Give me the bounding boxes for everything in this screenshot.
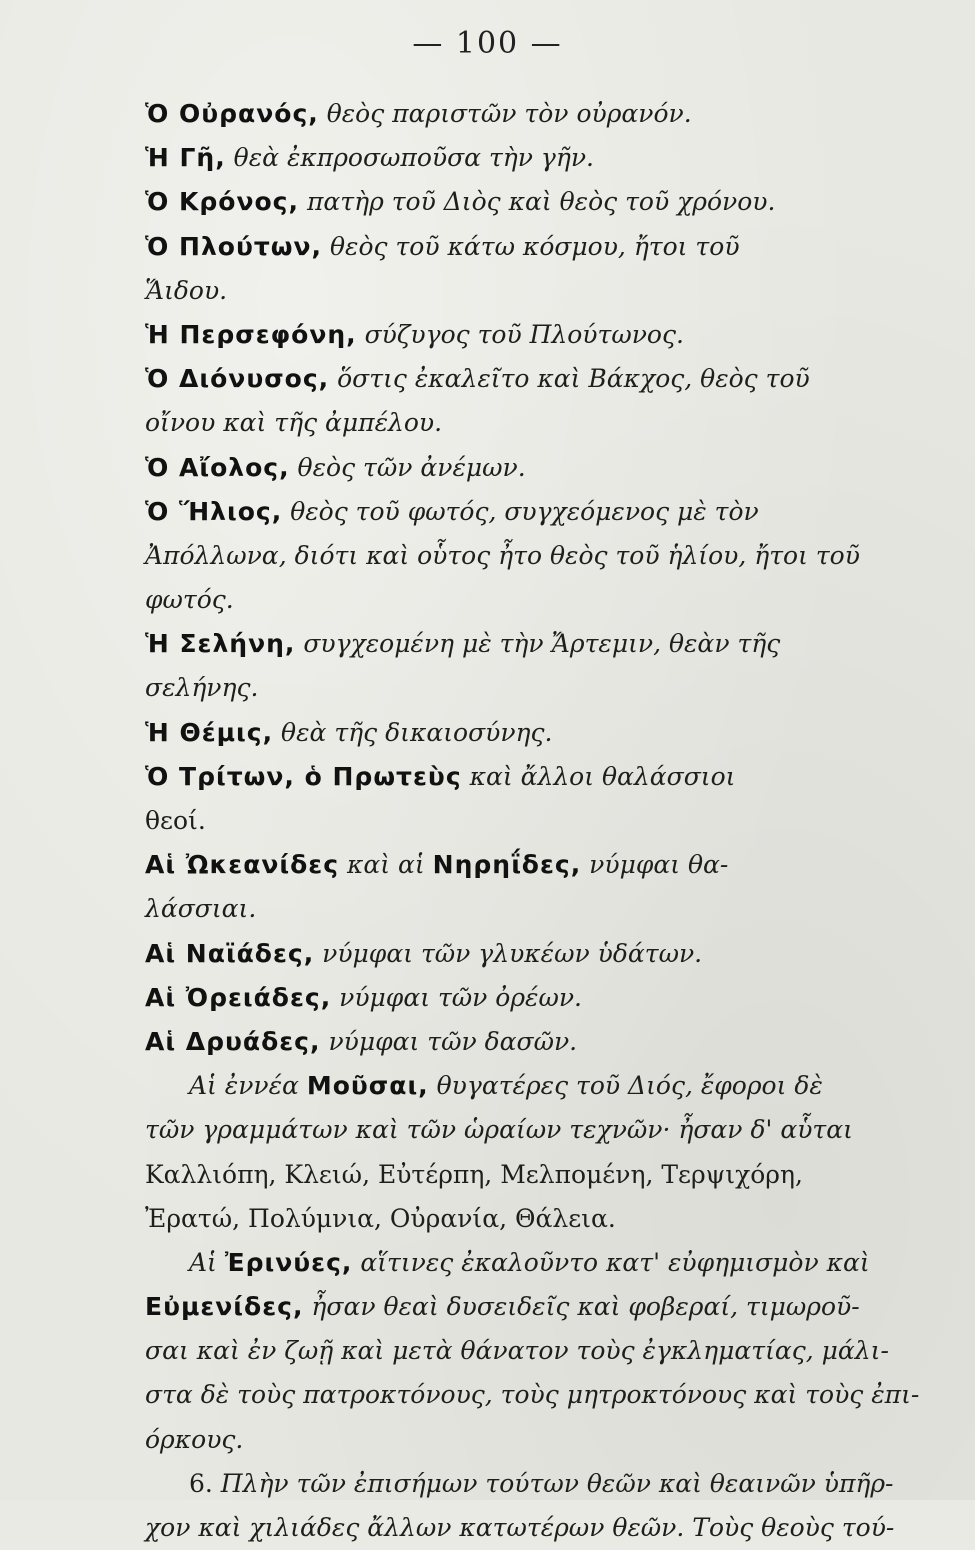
- text-line: [145, 1373, 920, 1417]
- text-line: [145, 799, 905, 843]
- deity-name: Ἐρινύες,: [224, 1247, 353, 1277]
- page-number: — 100 —: [412, 26, 563, 61]
- deity-name: Νηρηΐδες,: [432, 850, 582, 880]
- text-line: [145, 180, 905, 224]
- deity-description: θεὸς τοῦ φωτός, συγχεόμενος μὲ τὸν: [282, 496, 759, 526]
- deity-description: νύμφαι τῶν γλυκέων ὑδάτων.: [314, 938, 703, 968]
- deity-description: θεὸς τῶν ἀνέμων.: [289, 452, 526, 482]
- deity-name: Ὁ Διόνυσος,: [145, 364, 330, 394]
- text-line: [145, 92, 905, 136]
- section-number: 6.: [189, 1468, 213, 1498]
- text-line: [145, 755, 905, 799]
- deity-name: Ἡ Γῆ,: [145, 143, 226, 173]
- text-line: [145, 534, 905, 578]
- text-line: [145, 578, 905, 622]
- text-line: [145, 843, 905, 887]
- text-line: [145, 1506, 905, 1550]
- deity-description: θεὰ τῆς δικαιοσύνης.: [273, 717, 553, 747]
- deity-name: Αἱ Ναϊάδες,: [145, 938, 315, 968]
- text-line: [145, 1197, 905, 1241]
- deity-description: νύμφαι τῶν δασῶν.: [320, 1026, 578, 1056]
- deity-name: Ἡ Περσεφόνη,: [145, 319, 357, 349]
- deity-description: καὶ ἄλλοι θαλάσσιοι: [461, 761, 736, 791]
- paragraph-text: στα δὲ τοὺς πατροκτόνους, τοὺς μητροκτόνους καὶ τοὺς ἐπι-: [145, 1380, 920, 1410]
- deity-name: Ὁ Ἥλιος,: [145, 496, 283, 526]
- text-line: [145, 976, 905, 1020]
- text-line: [145, 446, 905, 490]
- text-line: [145, 313, 905, 357]
- text-line: [145, 401, 905, 445]
- deity-name: Ὁ Πλούτων,: [145, 231, 323, 261]
- text-line: [145, 1462, 905, 1506]
- muse-names: Καλλιόπη, Κλειώ, Εὐτέρπη, Μελπομένη, Τερψιχόρη,: [145, 1159, 803, 1189]
- deity-description: θεὰ ἐκπροσωποῦσα τὴν γῆν.: [225, 143, 594, 173]
- text-line: [145, 666, 905, 710]
- continuation-text: θεοί.: [145, 806, 206, 835]
- deity-description: σύζυγος τοῦ Πλούτωνος.: [356, 319, 684, 349]
- paragraph-text: Αἱ: [189, 1247, 225, 1277]
- deity-name: Ὁ Τρίτων, ὁ Πρωτεὺς: [145, 761, 462, 791]
- text-line: [145, 1108, 905, 1152]
- paragraph-text: Αἱ ἐννέα: [189, 1071, 307, 1101]
- text-line: [145, 1241, 905, 1285]
- text-line: [145, 1153, 905, 1197]
- continuation-text: Ἅιδου.: [145, 275, 228, 305]
- deity-name: Μοῦσαι,: [306, 1071, 429, 1101]
- page-body: [145, 92, 920, 1550]
- continuation-text: Ἀπόλλωνα, διότι καὶ οὗτος ἦτο θεὸς τοῦ ἡλίου, ἤτοι τοῦ: [145, 540, 860, 570]
- deity-name: Αἱ Ὠκεανίδες: [145, 850, 340, 880]
- paragraph-text: ἦσαν θεαὶ δυσειδεῖς καὶ φοβεραί, τιμωροῦ-: [303, 1292, 860, 1322]
- deity-description: νύμφαι τῶν ὀρέων.: [331, 982, 582, 1012]
- deity-description: ὅστις ἐκαλεῖτο καὶ Βάκχος, θεὸς τοῦ: [329, 364, 810, 394]
- paragraph-text: θυγατέρες τοῦ Διός, ἔφοροι δὲ: [428, 1071, 823, 1101]
- deity-name: Αἱ Δρυάδες,: [145, 1026, 321, 1056]
- continuation-text: σελήνης.: [145, 673, 259, 703]
- text-line: [145, 711, 905, 755]
- paragraph-text: χον καὶ χιλιάδες ἄλλων κατωτέρων θεῶν. Τοὺς θεοὺς τού-: [145, 1513, 895, 1542]
- deity-description: νύμφαι θα-: [581, 850, 729, 880]
- text-line: [145, 1418, 905, 1462]
- deity-description: συγχεομένη μὲ τὴν Ἄρτεμιν, θεὰν τῆς: [295, 629, 781, 659]
- deity-name: Εὐμενίδες,: [145, 1292, 304, 1322]
- text-line: [145, 1329, 905, 1373]
- text-line: [145, 225, 905, 269]
- text-line: [145, 357, 905, 401]
- text-line: [145, 622, 905, 666]
- text-line: [145, 1064, 905, 1108]
- deity-description: πατὴρ τοῦ Διὸς καὶ θεὸς τοῦ χρόνου.: [299, 187, 776, 217]
- paragraph-text: Πλὴν τῶν ἐπισήμων τούτων θεῶν καὶ θεαινῶν ὑπῆρ-: [212, 1468, 894, 1498]
- deity-description: θεὸς παριστῶν τὸν οὐρανόν.: [318, 99, 692, 128]
- text-line: [145, 490, 905, 534]
- text-line: [145, 269, 905, 313]
- text-line: [145, 1285, 905, 1329]
- paragraph-text: αἵτινες ἐκαλοῦντο κατ' εὐφημισμὸν καὶ: [352, 1247, 870, 1277]
- deity-name: Ὁ Κρόνος,: [145, 187, 299, 217]
- continuation-text: φωτός.: [145, 585, 234, 615]
- deity-description: θεὸς τοῦ κάτω κόσμου, ἤτοι τοῦ: [322, 231, 740, 261]
- paragraph-text: σαι καὶ ἐν ζωῇ καὶ μετὰ θάνατον τοὺς ἐγκληματίας, μάλι-: [145, 1336, 889, 1366]
- deity-description: καὶ αἱ: [339, 850, 433, 880]
- deity-name: Ἡ Θέμις,: [145, 717, 274, 747]
- text-line: [145, 887, 905, 931]
- paragraph-text: όρκους.: [145, 1424, 244, 1454]
- continuation-text: οἴνου καὶ τῆς ἀμπέλου.: [145, 408, 443, 438]
- text-line: [145, 932, 905, 976]
- deity-name: Αἱ Ὀρειάδες,: [145, 982, 332, 1012]
- text-line: [145, 1020, 905, 1064]
- deity-name: Ἡ Σελήνη,: [145, 629, 296, 659]
- continuation-text: λάσσιαι.: [145, 894, 257, 924]
- text-line: [145, 136, 905, 180]
- deity-name: Ὁ Αἴολος,: [145, 452, 290, 482]
- muse-names: Ἐρατώ, Πολύμνια, Οὐρανία, Θάλεια.: [145, 1203, 616, 1233]
- paragraph-text: τῶν γραμμάτων καὶ τῶν ὡραίων τεχνῶν· ἦσαν δ' αὗται: [145, 1115, 853, 1145]
- deity-name: Ὁ Οὐρανός,: [145, 99, 319, 128]
